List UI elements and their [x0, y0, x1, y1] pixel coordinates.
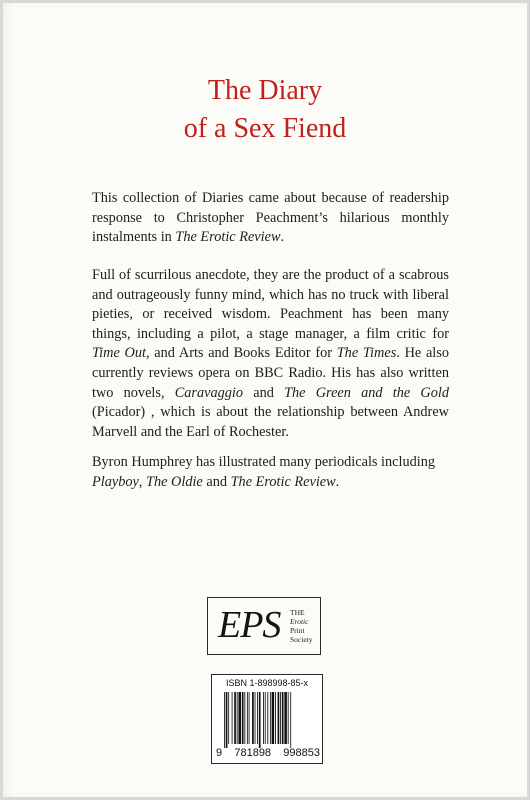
publication-name: Playboy — [92, 473, 139, 490]
blurb-text: . He also currently reviews opera on BBC Radio. His has also written two novels, — [92, 345, 449, 401]
barcode-digits — [214, 747, 320, 759]
blurb-text: This collection of Diaries came about because of readership response to Christopher Peachment’s hilarious monthly instalments in — [92, 190, 449, 246]
barcode-digits-right: 998853 — [283, 747, 320, 759]
blurb-text: . — [335, 473, 340, 490]
barcode-bar — [272, 692, 275, 744]
barcode-bar — [290, 692, 291, 748]
publication-name: Time Out — [92, 345, 146, 362]
barcode-bar — [267, 692, 268, 744]
barcode-bar — [282, 692, 284, 744]
barcode-bar — [263, 692, 264, 744]
publication-name: The Erotic Review — [230, 473, 336, 490]
barcode-bar — [244, 692, 245, 744]
isbn-barcode-box — [211, 674, 323, 764]
publisher-logo-box — [207, 597, 321, 655]
blurb-text: Byron Humphrey has illustrated many periodicals including — [92, 454, 436, 470]
barcode-bar — [284, 692, 287, 744]
barcode-bar — [255, 692, 256, 744]
publication-name: The Oldie — [146, 473, 203, 490]
publisher-name-line: Print — [290, 626, 305, 635]
barcode-digits-left: 781898 — [234, 747, 272, 759]
barcode-digit-first: 9 — [216, 747, 223, 759]
publication-name: The Times — [336, 345, 397, 362]
barcode-bar — [224, 692, 225, 748]
publisher-name-line: THE — [290, 608, 305, 617]
eps-logo: EPS — [218, 604, 281, 646]
publication-name: The Erotic Review — [175, 229, 281, 246]
barcode-bar — [259, 692, 261, 748]
publisher-name-line: Erotic — [290, 617, 309, 626]
barcode-bar — [278, 692, 280, 744]
barcode-bar — [237, 692, 238, 744]
book-title-line-1: The Diary — [207, 75, 323, 106]
barcode-bar — [242, 692, 244, 744]
blurb-paragraph-1 — [92, 189, 449, 248]
publisher-name — [290, 608, 320, 644]
barcode-bar — [275, 692, 276, 744]
barcode-bar — [288, 692, 289, 744]
barcode-bar — [228, 692, 229, 744]
barcode-bar — [252, 692, 254, 744]
barcode-bar — [247, 692, 248, 744]
novel-title: The Green and the Gold — [284, 384, 449, 401]
blurb-paragraph-2 — [92, 266, 449, 442]
blurb-text: . — [280, 229, 285, 246]
barcode-bar — [265, 692, 266, 744]
blurb-text: (Picador) , which is about the relationship between Andrew Marvell and the Earl of Rochester. — [92, 404, 449, 440]
barcode-bar — [234, 692, 236, 744]
blurb-text: Full of scurrilous anecdote, they are the product of a scabrous and outrageously funny mind, which has no truck with liberal pieties, or received wisdom. Peachment has been many things, including a pilot, a stage manager, a film critic for — [92, 267, 449, 342]
blurb-text: and — [243, 384, 285, 401]
blurb-text: and — [202, 473, 231, 490]
novel-title: Caravaggio — [174, 384, 244, 401]
publisher-name-line: Society — [290, 635, 313, 644]
barcode-bar — [280, 692, 281, 744]
barcode-bar — [226, 692, 228, 748]
blurb-text: , and Arts and Books Editor for — [145, 345, 337, 362]
barcode-image — [224, 692, 314, 748]
illustrator-paragraph — [92, 453, 449, 492]
barcode-bar — [232, 692, 233, 744]
barcode-bar — [238, 692, 241, 744]
barcode-bar — [257, 692, 258, 744]
book-title-line-2: of a Sex Fiend — [183, 113, 347, 144]
isbn-number: ISBN 1-898998-85-x — [225, 678, 309, 688]
blurb-text: , — [138, 473, 146, 490]
barcode-bar — [270, 692, 271, 744]
barcode-bar — [249, 692, 250, 744]
